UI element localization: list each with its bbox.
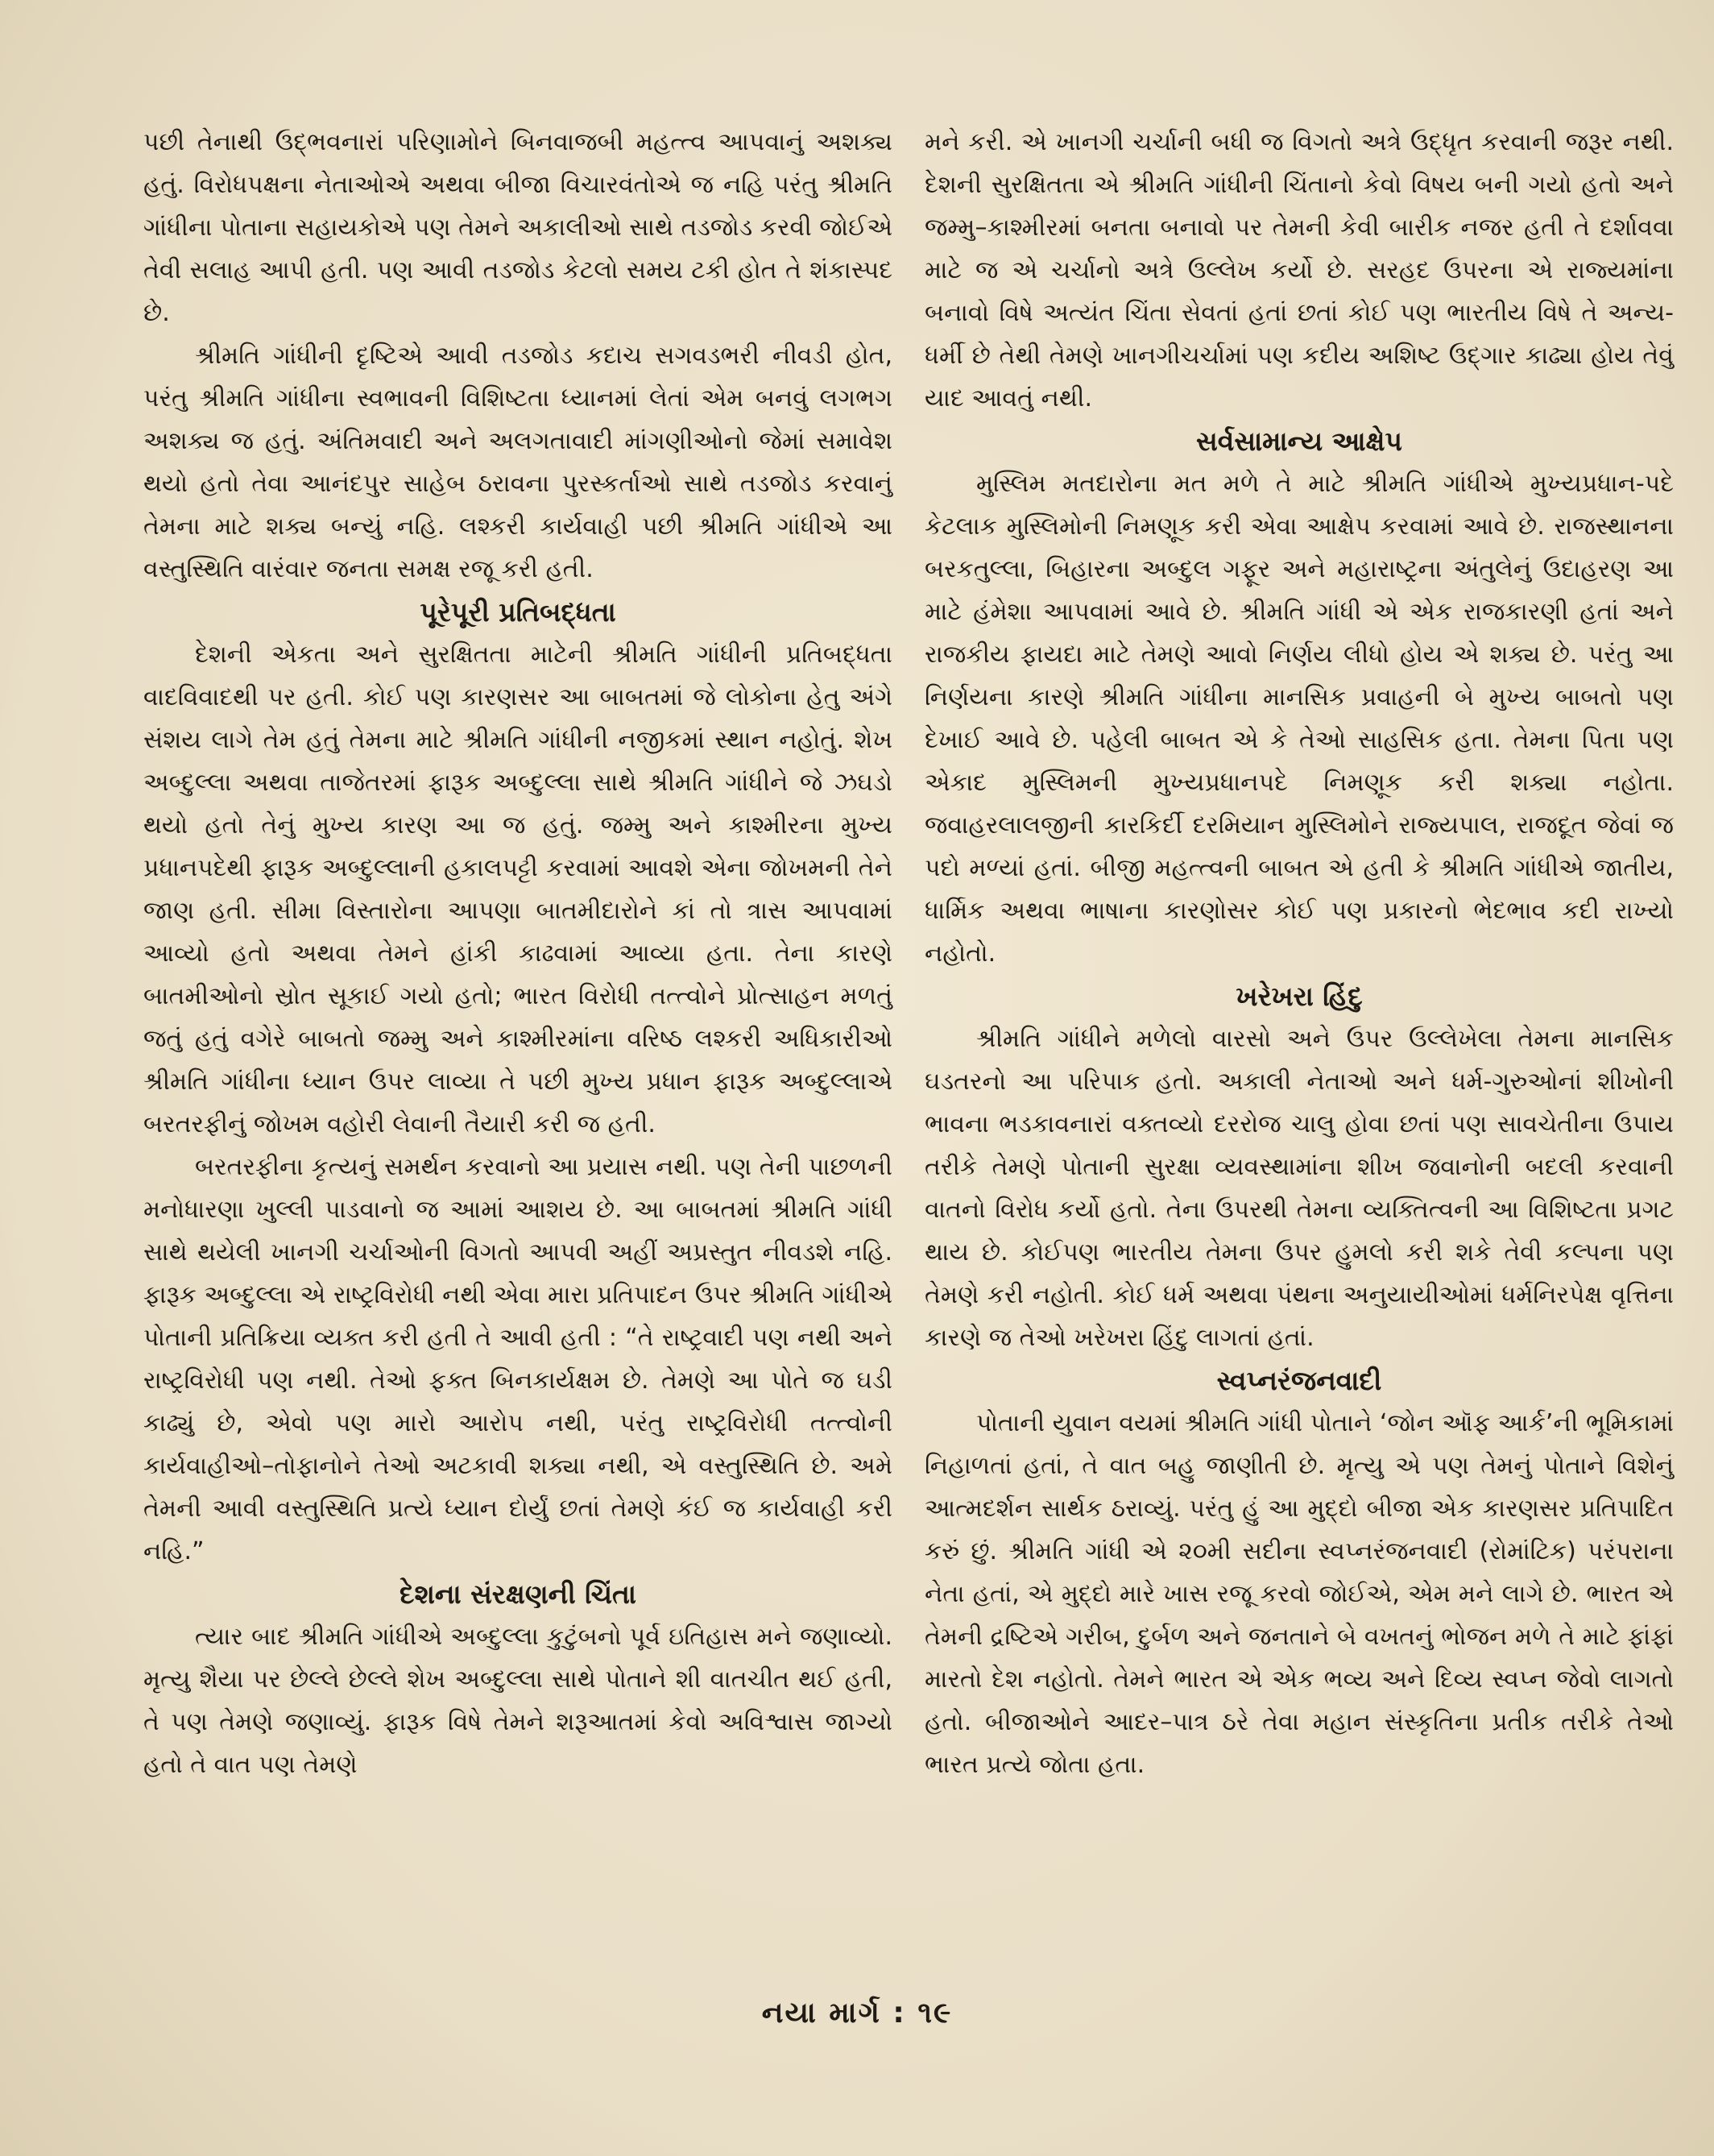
left-column (143, 121, 892, 1958)
section-heading: સ્વપ્નરંજનવાદી (1216, 1365, 1382, 1396)
section-heading: પૂરેપૂરી પ્રતિબદ્ધતા (420, 596, 616, 628)
page-footer: નયા માર્ગ : ૧૯ (761, 1996, 953, 2030)
paragraph: મુસ્લિમ મતદારોના મત મળે તે માટે શ્રીમતિ ગાંધીએ મુખ્યપ્રધાન-પદે કેટલાક મુસ્લિમોની નિમણૂક કરી એવા આક્ષેપ કરવામાં આવે છે. રાજસ્થાનના બરકતુલ્લા, બિહારના અબ્દુલ ગફૂર અને મહારાષ્ટ્રના અંતુલેનું ઉદાહરણ આ માટે હંમેશા આપવામાં આવે છે. શ્રીમતિ ગાંધી એ એક રાજકારણી હતાં અને રાજકીય ફાયદા માટે તેમણે આવો નિર્ણય લીધો હોય એ શક્ય છે. પરંતુ આ નિર્ણયના કારણે શ્રીમતિ ગાંધીના માનસિક પ્રવાહની બે મુખ્ય બાબતો પણ દેખાઈ આવે છે. પહેલી બાબત એ કે તેઓ સાહસિક હતા. તેમના પિતા પણ એકાદ મુસ્લિમની મુખ્યપ્રધાનપદે નિમણૂક કરી શક્યા નહોતા. જવાહરલાલજીની કારકિર્દી દરમિયાન મુસ્લિમોને રાજ્યપાલ, રાજદૂત જેવાં જ પદો મળ્યાં હતાં. બીજી મહત્ત્વની બાબત એ હતી કે શ્રીમતિ ગાંધીએ જાતીય, ધાર્મિક અથવા ભાષાના કારણોસર કોઈ પણ પ્રકારનો ભેદભાવ કદી રાખ્યો નહોતો. (925, 470, 1674, 968)
section-heading: સર્વસામાન્ય આક્ષેપ (1196, 425, 1402, 457)
right-column (925, 121, 1674, 1958)
paragraph: બરતરફીના કૃત્યનું સમર્થન કરવાનો આ પ્રયાસ નથી. પણ તેની પાછળની મનોધારણા ખુલ્લી પાડવાનો જ આમાં આશય છે. આ બાબતમાં શ્રીમતિ ગાંધી સાથે થયેલી ખાનગી ચર્ચાઓની વિગતો આપવી અહીં અપ્રસ્તુત નીવડશે નહિ. ફારૂક અબ્દુલ્લા એ રાષ્ટ્રવિરોધી નથી એવા મારા પ્રતિપાદન ઉપર શ્રીમતિ ગાંધીએ પોતાની પ્રતિક્રિયા વ્યક્ત કરી હતી તે આવી હતી : “તે રાષ્ટ્રવાદી પણ નથી અને રાષ્ટ્રવિરોધી પણ નથી. તેઓ ફક્ત બિનકાર્યક્ષમ છે. તેમણે આ પોતે જ ઘડી કાઢ્યું છે, એવો પણ મારો આરોપ નથી, પરંતુ રાષ્ટ્રવિરોધી તત્ત્વોની કાર્યવાહીઓ–તોફાનોને તેઓ અટકાવી શક્યા નથી, એ વસ્તુસ્થિતિ છે. અમે તેમની આવી વસ્તુસ્થિતિ પ્રત્યે ધ્યાન દોર્યું છતાં તેમણે કંઈ જ કાર્યવાહી કરી નહિ.” (143, 1153, 892, 1565)
paragraph: પછી તેનાથી ઉદ્ભવનારાં પરિણામોને બિનવાજબી મહત્ત્વ આપવાનું અશક્ય હતું. વિરોધપક્ષના નેતાઓએ અથવા બીજા વિચારવંતોએ જ નહિ પરંતુ શ્રીમતિ ગાંધીના પોતાના સહાયકોએ પણ તેમને અકાલીઓ સાથે તડજોડ કરવી જોઈએ તેવી સલાહ આપી હતી. પણ આવી તડજોડ કેટલો સમય ટકી હોત તે શંકાસ્પદ છે. (143, 128, 892, 327)
paragraph: શ્રીમતિ ગાંધીને મળેલો વારસો અને ઉપર ઉલ્લેખેલા તેમના માનસિક ઘડતરનો આ પરિપાક હતો. અકાલી નેતાઓ અને ધર્મ-ગુરુઓનાં શીખોની ભાવના ભડકાવનારાં વક્તવ્યો દરરોજ ચાલુ હોવા છતાં પણ સાવચેતીના ઉપાય તરીકે તેમણે પોતાની સુરક્ષા વ્યવસ્થામાંના શીખ જવાનોની બદલી કરવાની વાતનો વિરોધ કર્યો હતો. તેના ઉપરથી તેમના વ્યક્તિત્વની આ વિશિષ્ટતા પ્રગટ થાય છે. કોઈપણ ભારતીય તેમના ઉપર હુમલો કરી શકે તેવી કલ્પના પણ તેમણે કરી નહોતી. કોઈ ધર્મ અથવા પંથના અનુયાયીઓમાં ધર્મનિરપેક્ષ વૃત્તિના કારણે જ તેઓ ખરેખરા હિંદુ લાગતાં હતાં. (925, 1025, 1674, 1352)
section-heading: દેશના સંરક્ષણની ચિંતા (400, 1578, 636, 1610)
paragraph: પોતાની યુવાન વયમાં શ્રીમતિ ગાંધી પોતાને ‘જોન ઑફ આર્ક’ની ભૂમિકામાં નિહાળતાં હતાં, તે વાત બહુ જાણીતી છે. મૃત્યુ એ પણ તેમનું પોતાને વિશેનું આત્મદર્શન સાર્થક ઠરાવ્યું. પરંતુ હું આ મુદ્દો બીજા એક કારણસર પ્રતિપાદિત કરું છું. શ્રીમતિ ગાંધી એ ૨૦મી સદીના સ્વપ્નરંજનવાદી (રોમાંટિક) પરંપરાના નેતા હતાં, એ મુદ્દો મારે ખાસ રજૂ કરવો જોઈએ, એમ મને લાગે છે. ભારત એ તેમની દ્રષ્ટિએ ગરીબ, દુર્બળ અને જનતાને બે વખતનું ભોજન મળે તે માટે ફાંફાં મારતો દેશ નહોતો. તેમને ભારત એ એક ભવ્ય અને દિવ્ય સ્વપ્ન જેવો લાગતો હતો. બીજાઓને આદર–પાત્ર ઠરે તેવા મહાન સંસ્કૃતિના પ્રતીક તરીકે તેઓ ભારત પ્રત્યે જોતા હતા. (925, 1409, 1674, 1779)
section-heading: ખરેખરા હિંદુ (1236, 981, 1363, 1012)
text-columns (143, 121, 1674, 1958)
paragraph: દેશની એકતા અને સુરક્ષિતતા માટેની શ્રીમતિ ગાંધીની પ્રતિબદ્ધતા વાદવિવાદથી પર હતી. કોઈ પણ કારણસર આ બાબતમાં જે લોકોના હેતુ અંગે સંશય લાગે તેમ હતું તેમના માટે શ્રીમતિ ગાંધીની નજીકમાં સ્થાન નહોતું. શેખ અબ્દુલ્લા અથવા તાજેતરમાં ફારૂક અબ્દુલ્લા સાથે શ્રીમતિ ગાંધીને જે ઝઘડો થયો હતો તેનું મુખ્ય કારણ આ જ હતું. જમ્મુ અને કાશ્મીરના મુખ્ય પ્રધાનપદેથી ફારૂક અબ્દુલ્લાની હકાલપટ્ટી કરવામાં આવશે એના જોખમની તેને જાણ હતી. સીમા વિસ્તારોના આપણા બાતમીદારોને કાં તો ત્રાસ આપવામાં આવ્યો હતો અથવા તેમને હાંકી કાઢવામાં આવ્યા હતા. તેના કારણે બાતમીઓનો સ્રોત સૂકાઈ ગયો હતો; ભારત વિરોધી તત્ત્વોને પ્રોત્સાહન મળતું જતું હતું વગેરે બાબતો જમ્મુ અને કાશ્મીરમાંના વરિષ્ઠ લશ્કરી અધિકારીઓ શ્રીમતિ ગાંધીના ધ્યાન ઉપર લાવ્યા તે પછી મુખ્ય પ્રધાન ફારૂક અબ્દુલ્લાએ બરતરફીનું જોખમ વહોરી લેવાની તૈયારી કરી જ હતી. (143, 641, 892, 1138)
paragraph: શ્રીમતિ ગાંધીની દૃષ્ટિએ આવી તડજોડ કદાચ સગવડભરી નીવડી હોત, પરંતુ શ્રીમતિ ગાંધીના સ્વભાવની વિશિષ્ટતા ધ્યાનમાં લેતાં એમ બનવું લગભગ અશક્ય જ હતું. અંતિમવાદી અને અલગતાવાદી માંગણીઓનો જેમાં સમાવેશ થયો હતો તેવા આનંદપુર સાહેબ ઠરાવના પુરસ્કર્તાઓ સાથે તડજોડ કરવાનું તેમના માટે શક્ય બન્યું નહિ. લશ્કરી કાર્યવાહી પછી શ્રીમતિ ગાંધીએ આ વસ્તુસ્થિતિ વારંવાર જનતા સમક્ષ રજૂ કરી હતી. (143, 342, 892, 583)
paragraph: ત્યાર બાદ શ્રીમતિ ગાંધીએ અબ્દુલ્લા કુટુંબનો પૂર્વ ઇતિહાસ મને જણાવ્યો. મૃત્યુ શૈયા પર છેલ્લે છેલ્લે શેખ અબ્દુલ્લા સાથે પોતાને શી વાતચીત થઈ હતી, તે પણ તેમણે જણાવ્યું. ફારૂક વિષે તેમને શરૂઆતમાં કેવો અવિશ્વાસ જાગ્યો હતો તે વાત પણ તેમણે (143, 1623, 892, 1779)
paragraph: મને કરી. એ ખાનગી ચર્ચાની બધી જ વિગતો અત્રે ઉદ્ધૃત કરવાની જરૂર નથી. દેશની સુરક્ષિતતા એ શ્રીમતિ ગાંધીની ચિંતાનો કેવો વિષય બની ગયો હતો અને જમ્મુ–કાશ્મીરમાં બનતા બનાવો પર તેમની કેવી બારીક નજર હતી તે દર્શાવવા માટે જ એ ચર્ચાનો અત્રે ઉલ્લેખ કર્યો છે. સરહદ ઉપરના એ રાજ્યમાંના બનાવો વિષે અત્યંત ચિંતા સેવતાં હતાં છતાં કોઈ પણ ભારતીય વિષે તે અન્ય-ધર્મી છે તેથી તેમણે ખાનગીચર્ચામાં પણ કદીય અશિષ્ટ ઉદ્ગાર કાઢ્યા હોય તેવું યાદ આવતું નથી. (925, 128, 1674, 413)
